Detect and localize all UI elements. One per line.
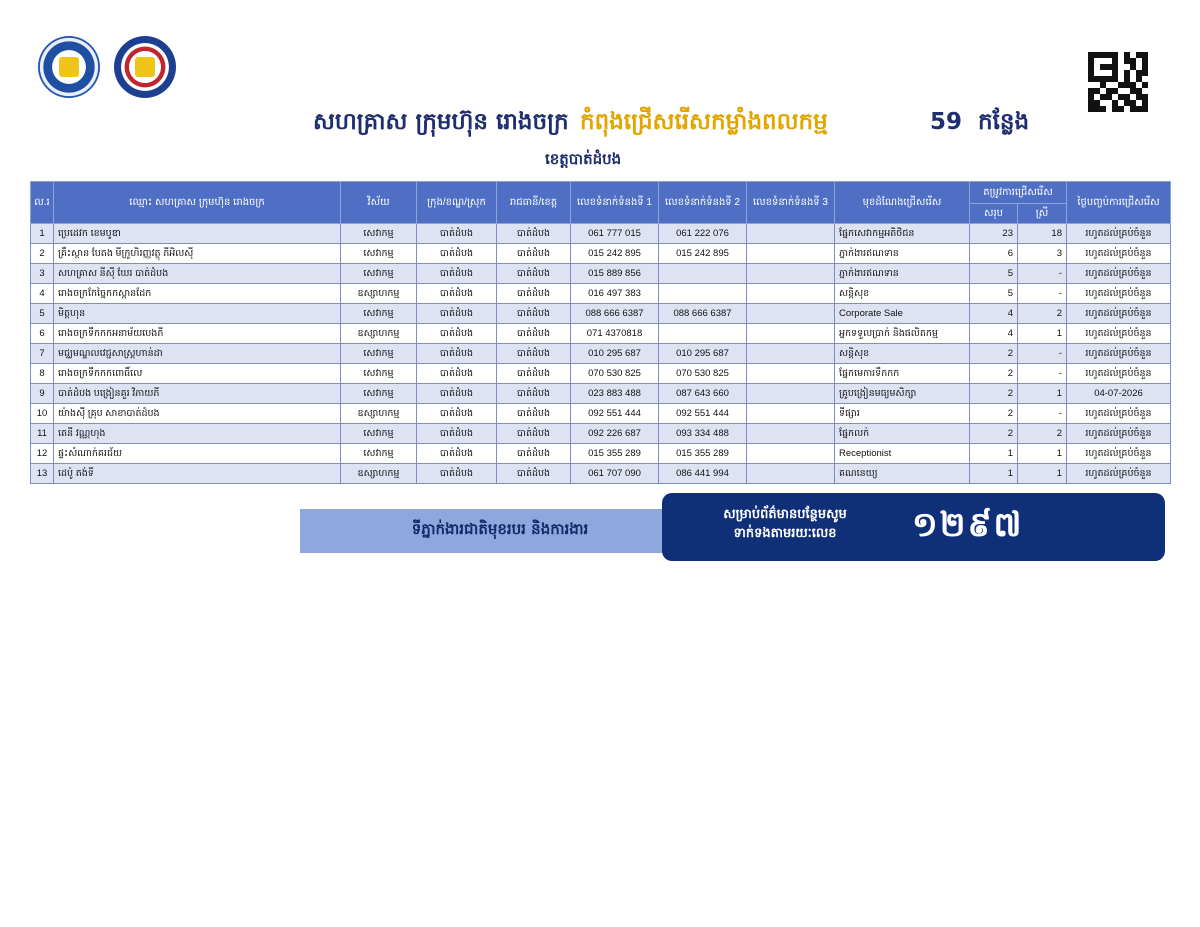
header-no: ល.រ [31,182,54,224]
cell-position: ភ្នាក់ងារឥណទាន [835,264,970,284]
cell-position: ទីផ្សារ [835,404,970,424]
cell-phone2: 010 295 687 [659,344,747,364]
cell-phone1: 016 497 383 [571,284,659,304]
cell-province: បាត់ដំបង [497,444,571,464]
page-title [0,108,1200,142]
cell-phone2: 015 242 895 [659,244,747,264]
cell-deadline: រហូតដល់គ្រប់ចំនួន [1067,224,1171,244]
cell-deadline: រហូតដល់គ្រប់ចំនួន [1067,324,1171,344]
cell-phone1: 023 883 488 [571,384,659,404]
table-row [31,444,1171,464]
header-phone2: លេខទំនាក់ទំនងទី 2 [659,182,747,224]
table-row [31,284,1171,304]
cell-phone1: 010 295 687 [571,344,659,364]
cell-deadline: រហូតដល់គ្រប់ចំនួន [1067,244,1171,264]
table-row [31,244,1171,264]
cell-district: បាត់ដំបង [417,444,497,464]
cell-deadline: រហូតដល់គ្រប់ចំនួន [1067,344,1171,364]
cell-district: បាត់ដំបង [417,224,497,244]
cell-district: បាត់ដំបង [417,344,497,364]
cell-phone3 [747,384,835,404]
cell-deadline: រហូតដល់គ្រប់ចំនួន [1067,264,1171,284]
cell-province: បាត់ដំបង [497,464,571,484]
table-row [31,424,1171,444]
table-row [31,364,1171,384]
cell-sector: សេវាកម្ម [341,224,417,244]
cell-district: បាត់ដំបង [417,424,497,444]
cell-total: 2 [970,424,1018,444]
qr-code-icon [1088,52,1148,112]
hotline-hint [700,505,870,543]
table-row [31,224,1171,244]
cell-sector: សេវាកម្ម [341,364,417,384]
cell-female: 1 [1018,444,1067,464]
cell-deadline: រហូតដល់គ្រប់ចំនួន [1067,424,1171,444]
cell-phone1: 061 707 090 [571,464,659,484]
cell-phone2: 088 666 6387 [659,304,747,324]
header-total: សរុប [970,204,1018,224]
cell-province: បាត់ដំបង [497,284,571,304]
cell-province: បាត់ដំបង [497,424,571,444]
cell-phone2 [659,284,747,304]
header-name: ឈ្មោះ សហគ្រាស ក្រុមហ៊ុន រោងចក្រ [54,182,341,224]
cell-position: គ្រូបង្រៀនមធ្យមសិក្សា [835,384,970,404]
cell-position: Receptionist [835,444,970,464]
cell-phone2: 070 530 825 [659,364,747,384]
cell-phone3 [747,244,835,264]
cell-total: 4 [970,304,1018,324]
cell-sector: សេវាកម្ម [341,264,417,284]
ministry-emblem-icon [38,36,100,98]
cell-district: បាត់ដំបង [417,264,497,284]
cell-province: បាត់ដំបង [497,324,571,344]
cell-name: សហគ្រាស នីស៊ី ឃែរ បាត់ដំបង [54,264,341,284]
cell-position: ភ្នាក់ងារឥណទាន [835,244,970,264]
header-deadline: ថ្ងៃបញ្ចប់ការជ្រើសរើស [1067,182,1171,224]
cell-female: 1 [1018,384,1067,404]
cell-total: 2 [970,404,1018,424]
cell-province: បាត់ដំបង [497,224,571,244]
table-row [31,404,1171,424]
cell-deadline: រហូតដល់គ្រប់ចំនួន [1067,464,1171,484]
table-row [31,384,1171,404]
cell-total: 1 [970,444,1018,464]
cell-phone2: 092 551 444 [659,404,747,424]
cell-province: បាត់ដំបង [497,364,571,384]
cell-position: គណនេយ្យ [835,464,970,484]
cell-total: 6 [970,244,1018,264]
cell-deadline: រហូតដល់គ្រប់ចំនួន [1067,284,1171,304]
hotline-banner [662,493,1165,561]
cell-name: បាត់ដំបង បង្រៀនគួរ វិភាយភី [54,384,341,404]
cell-no: 8 [31,364,54,384]
cell-phone3 [747,444,835,464]
cell-province: បាត់ដំបង [497,404,571,424]
cell-phone2: 093 334 488 [659,424,747,444]
cell-phone2 [659,264,747,284]
title-count: 59 កន្លែង [930,109,1030,135]
cell-phone2: 061 222 076 [659,224,747,244]
cell-total: 2 [970,384,1018,404]
cell-name: រោងចក្រទឹកកកអនាម័យបេងភី [54,324,341,344]
cell-phone1: 015 889 856 [571,264,659,284]
cell-name: ដេប៉ូ តង់ទី [54,464,341,484]
cell-phone1: 015 242 895 [571,244,659,264]
cell-no: 7 [31,344,54,364]
cell-position: សន្តិសុខ [835,284,970,304]
cell-total: 2 [970,344,1018,364]
cell-district: បាត់ដំបង [417,284,497,304]
cell-position: Corporate Sale [835,304,970,324]
cell-position: ផ្នែកលក់ [835,424,970,444]
cell-female: - [1018,344,1067,364]
province-label: ខេត្តបាត់ដំបង [545,150,622,168]
cell-sector: ឧស្សាហកម្ម [341,464,417,484]
table-row [31,264,1171,284]
cell-deadline: រហូតដល់គ្រប់ចំនួន [1067,444,1171,464]
cell-no: 4 [31,284,54,304]
cell-no: 10 [31,404,54,424]
table-row [31,464,1171,484]
cell-district: បាត់ដំបង [417,404,497,424]
cell-name: រោងចក្រទឹកកកពោធិ៍លេ [54,364,341,384]
hint-line2: ទាក់ទងតាមរយៈលេខ [733,526,837,541]
cell-sector: សេវាកម្ម [341,444,417,464]
cell-deadline: រហូតដល់គ្រប់ចំនួន [1067,404,1171,424]
cell-phone3 [747,424,835,444]
cell-no: 9 [31,384,54,404]
header-phone3: លេខទំនាក់ទំនងទី 3 [747,182,835,224]
cell-no: 1 [31,224,54,244]
cell-female: - [1018,264,1067,284]
cell-phone2: 015 355 289 [659,444,747,464]
cell-province: បាត់ដំបង [497,244,571,264]
cell-phone2: 087 643 660 [659,384,747,404]
cell-name: រោងចក្រកែច្នៃកកស្ពានដែក [54,284,341,304]
cell-phone1: 088 666 6387 [571,304,659,324]
cell-total: 2 [970,364,1018,384]
cell-deadline: រហូតដល់គ្រប់ចំនួន [1067,304,1171,324]
cell-name: យ៉ាងស៊ី គ្រុប សាខាបាត់ដំបង [54,404,341,424]
cell-phone3 [747,304,835,324]
cell-phone1: 071 4370818 [571,324,659,344]
cell-name: គ្រឹះស្ថាន បែតង មីក្រូហិរញ្ញវត្ថុ ភីអិលស៊ី [54,244,341,264]
cell-no: 5 [31,304,54,324]
cell-no: 13 [31,464,54,484]
cell-name: មិត្តហុន [54,304,341,324]
cell-province: បាត់ដំបង [497,304,571,324]
cell-phone1: 092 551 444 [571,404,659,424]
cell-total: 5 [970,284,1018,304]
cell-sector: សេវាកម្ម [341,244,417,264]
cell-no: 2 [31,244,54,264]
cell-sector: ឧស្សាហកម្ម [341,284,417,304]
header-need: តម្រូវការជ្រើសរើស [970,182,1067,204]
cell-no: 3 [31,264,54,284]
cell-phone3 [747,324,835,344]
header-position: មុខដំណែងជ្រើសរើស [835,182,970,224]
nea-emblem-icon [114,36,176,98]
cell-female: 2 [1018,424,1067,444]
cell-female: - [1018,364,1067,384]
cell-name: តេនី វណ្ណហុង [54,424,341,444]
header-district: ក្រុង/ខណ្ឌ/ស្រុក [417,182,497,224]
header-female: ស្រី [1018,204,1067,224]
cell-total: 23 [970,224,1018,244]
cell-phone3 [747,224,835,244]
title-part2: កំពុងជ្រើសរើសកម្លាំងពលកម្ម [580,109,828,135]
cell-district: បាត់ដំបង [417,364,497,384]
cell-sector: សេវាកម្ម [341,424,417,444]
cell-deadline: រហូតដល់គ្រប់ចំនួន [1067,364,1171,384]
table-row [31,344,1171,364]
cell-total: 5 [970,264,1018,284]
cell-province: បាត់ដំបង [497,344,571,364]
cell-phone3 [747,344,835,364]
cell-position: ផ្នែកមេការទឹកកក [835,364,970,384]
title-part1: សហគ្រាស ក្រុមហ៊ុន រោងចក្រ [313,109,569,135]
cell-phone1: 070 530 825 [571,364,659,384]
header-sector: វិស័យ [341,182,417,224]
cell-district: បាត់ដំបង [417,324,497,344]
cell-name: ផ្ទះសំណាក់គរជ័យ [54,444,341,464]
cell-female: - [1018,284,1067,304]
cell-province: បាត់ដំបង [497,264,571,284]
cell-sector: សេវាកម្ម [341,344,417,364]
cell-female: 1 [1018,324,1067,344]
cell-district: បាត់ដំបង [417,384,497,404]
cell-name: ប្រេដេវក ខេមបូឌា [54,224,341,244]
cell-deadline: 04-07-2026 [1067,384,1171,404]
cell-sector: ឧស្សាហកម្ម [341,404,417,424]
header-phone1: លេខទំនាក់ទំនងទី 1 [571,182,659,224]
hint-line1: សម្រាប់ព័ត៌មានបន្ថែមសូម [723,507,847,522]
jobs-table [30,181,1171,484]
cell-district: បាត់ដំបង [417,464,497,484]
cell-female: 1 [1018,464,1067,484]
cell-female: 2 [1018,304,1067,324]
cell-phone3 [747,284,835,304]
cell-sector: ឧស្សាហកម្ម [341,324,417,344]
table-row [31,304,1171,324]
cell-position: ផ្នែកសេវាកម្មអតិថិជន [835,224,970,244]
cell-phone3 [747,404,835,424]
cell-position: អ្នកទទួលប្រាក់ និងផលិតកម្ម [835,324,970,344]
cell-phone3 [747,264,835,284]
cell-phone1: 092 226 687 [571,424,659,444]
cell-total: 4 [970,324,1018,344]
cell-phone3 [747,464,835,484]
cell-district: បាត់ដំបង [417,304,497,324]
cell-phone2: 086 441 994 [659,464,747,484]
cell-no: 11 [31,424,54,444]
table-row [31,324,1171,344]
cell-province: បាត់ដំបង [497,384,571,404]
header-province: រាជធានី/ខេត្ត [497,182,571,224]
cell-sector: សេវាកម្ម [341,304,417,324]
cell-phone1: 061 777 015 [571,224,659,244]
cell-female: - [1018,404,1067,424]
agency-banner: ទីភ្នាក់ងារជាតិមុខរបរ និងការងារ [300,509,700,553]
cell-district: បាត់ដំបង [417,244,497,264]
cell-total: 1 [970,464,1018,484]
cell-name: មជ្ឈមណ្ឌលវេជ្ជសាស្ត្រហាន់ដា [54,344,341,364]
cell-phone1: 015 355 289 [571,444,659,464]
cell-position: សន្តិសុខ [835,344,970,364]
cell-phone2 [659,324,747,344]
cell-female: 3 [1018,244,1067,264]
cell-no: 6 [31,324,54,344]
cell-female: 18 [1018,224,1067,244]
cell-no: 12 [31,444,54,464]
hotline-number: ១២៩៧ [912,505,1024,545]
cell-sector: សេវាកម្ម [341,384,417,404]
cell-phone3 [747,364,835,384]
